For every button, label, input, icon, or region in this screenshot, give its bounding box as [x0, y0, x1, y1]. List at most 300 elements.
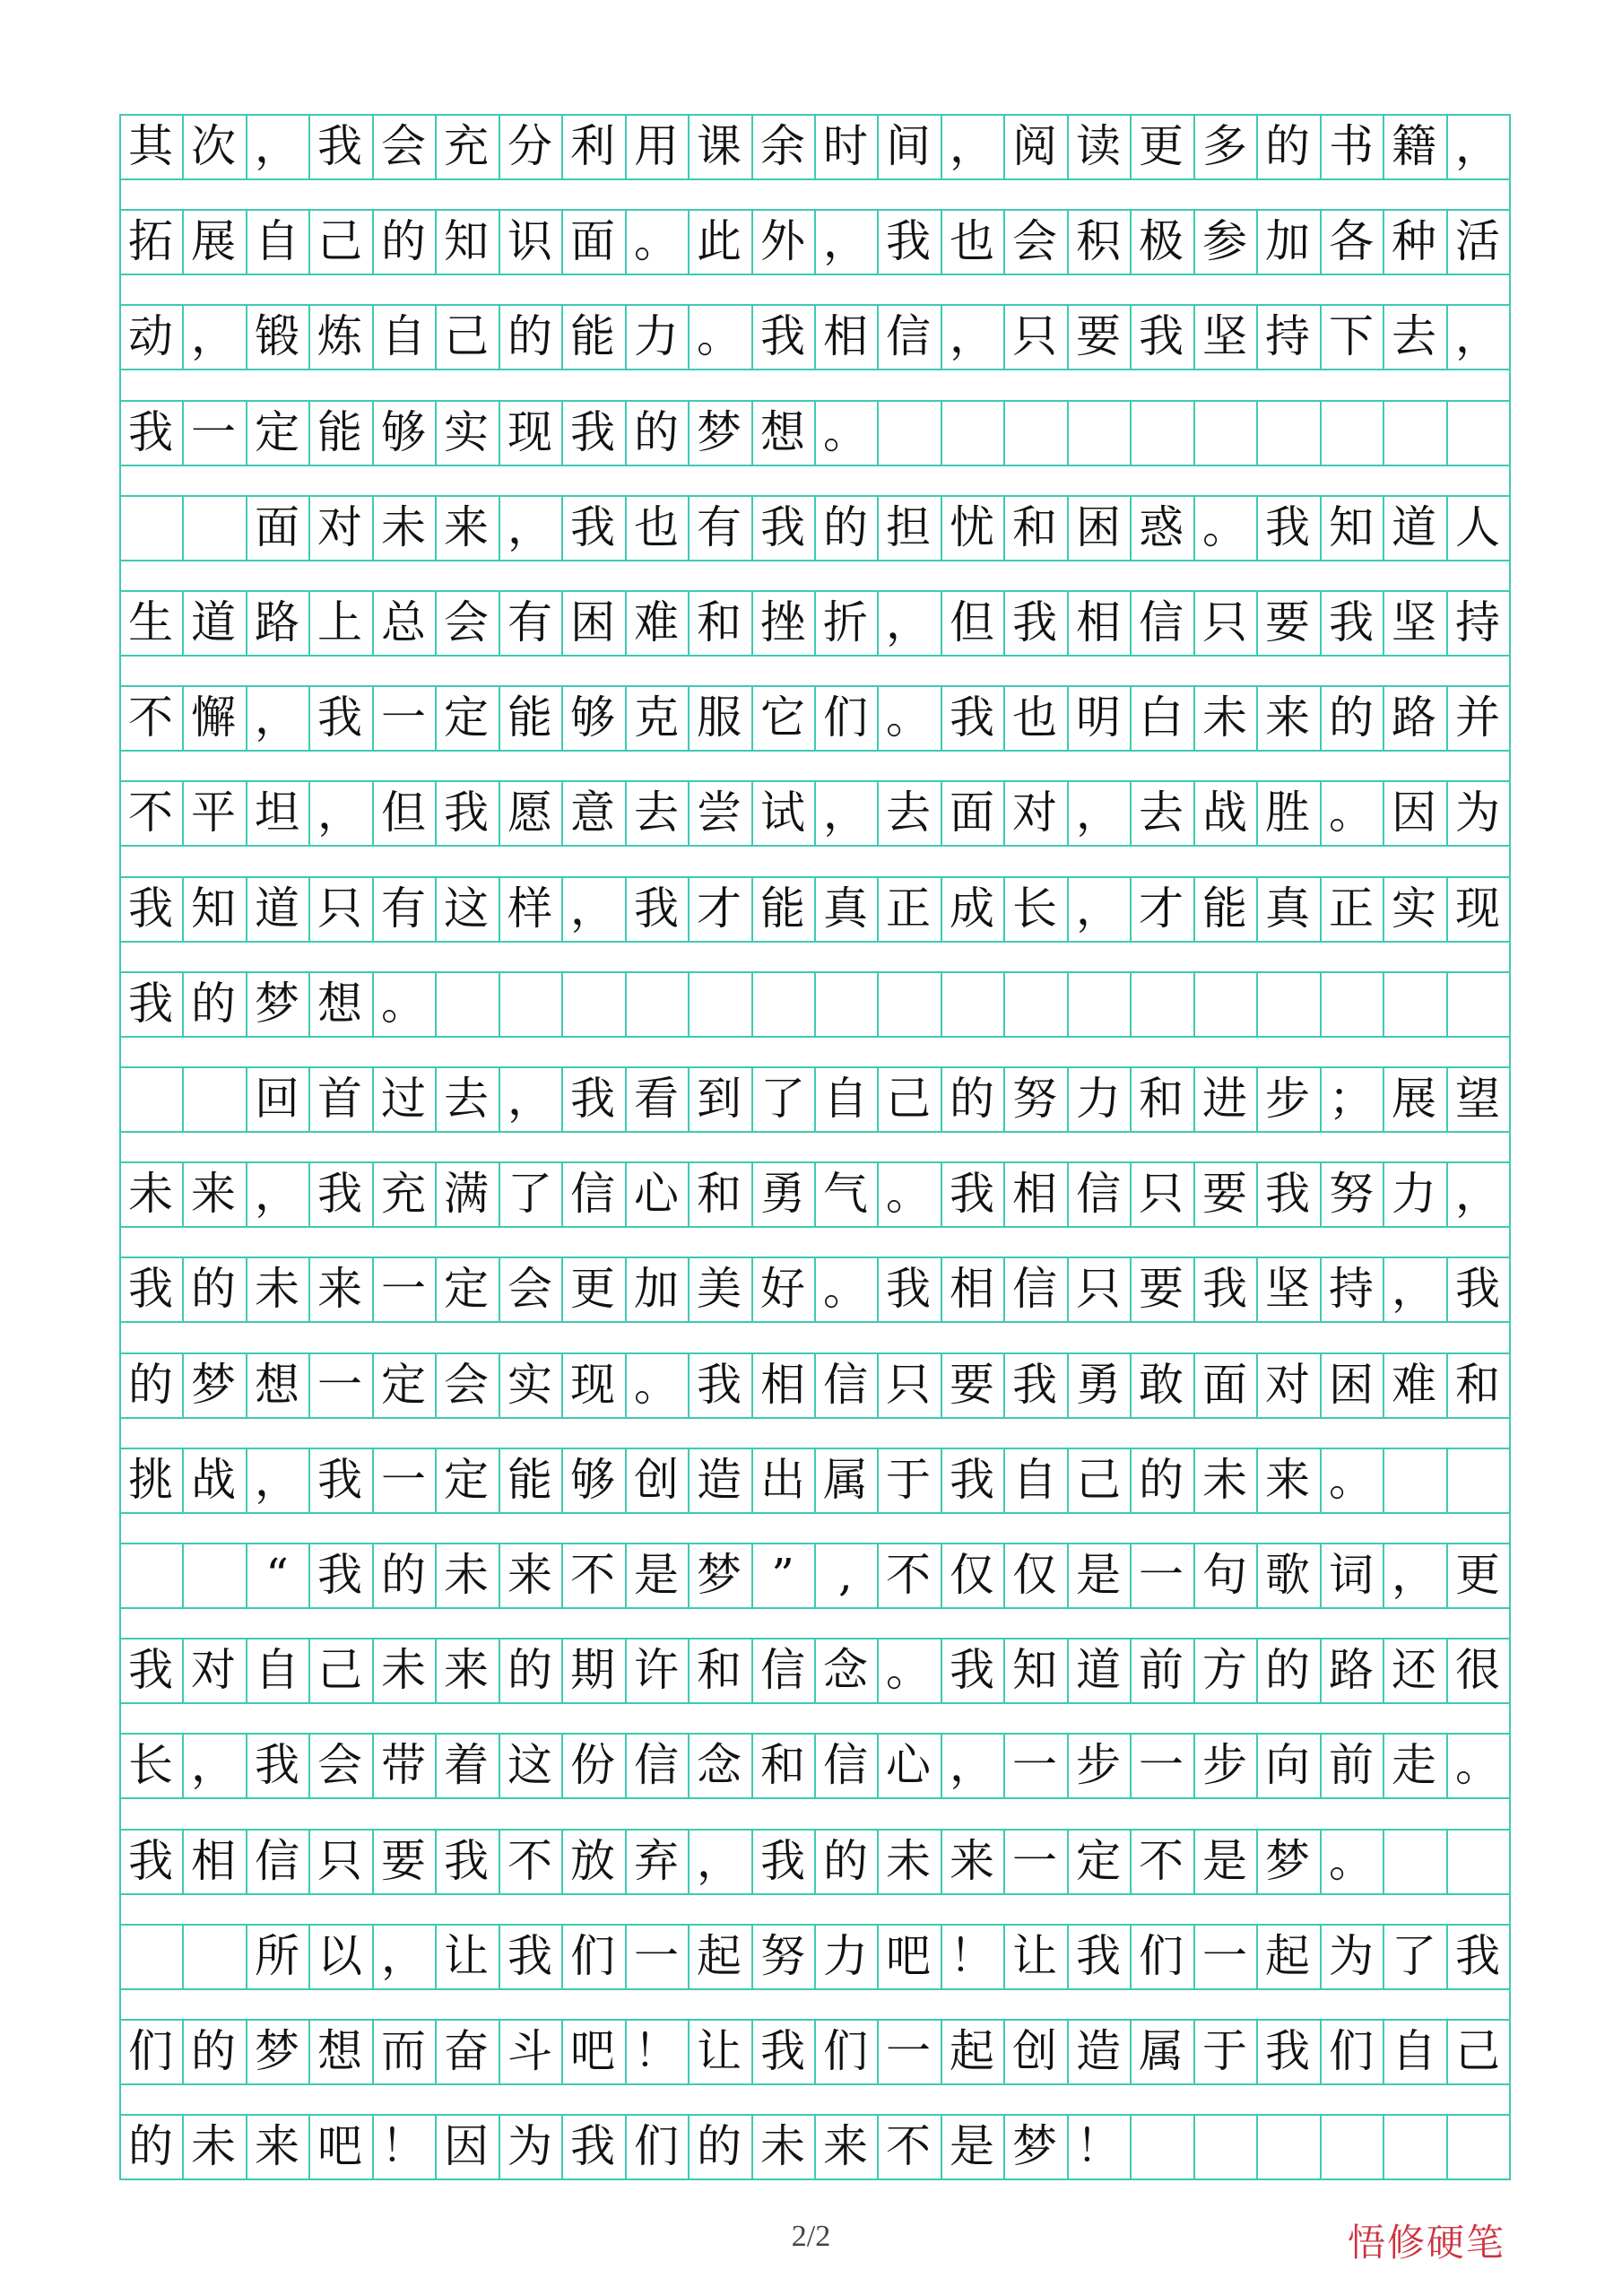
- character-cell: 我: [760, 501, 805, 553]
- character-cell: [182, 1924, 245, 1988]
- character-cell: 路: [1329, 1644, 1374, 1696]
- character-cell: 白: [1139, 691, 1184, 744]
- character-cell: 才: [1139, 883, 1184, 935]
- character-cell: 我: [1076, 1930, 1121, 1982]
- character-cell: 自: [823, 1073, 868, 1125]
- character-cell: 的: [823, 1835, 868, 1887]
- character-cell: [625, 971, 688, 1036]
- character-cell: 的: [191, 978, 236, 1030]
- character-cell: 方: [1202, 1644, 1247, 1696]
- character-cell: 。: [1329, 1835, 1374, 1887]
- character-cell: 我: [1265, 501, 1310, 553]
- character-cell: 步: [1076, 1739, 1121, 1791]
- character-cell: 不: [128, 787, 173, 839]
- character-cell: 让: [697, 2025, 742, 2077]
- character-cell: 不: [886, 1549, 931, 1601]
- character-cell: 战: [1202, 787, 1247, 839]
- character-cell: 能: [760, 883, 805, 935]
- character-cell: 。: [886, 1168, 931, 1220]
- character-cell: 信: [1012, 1263, 1057, 1315]
- character-cell: 前: [1139, 1644, 1184, 1696]
- character-cell: 进: [1202, 1073, 1247, 1125]
- character-cell: 课: [697, 120, 742, 172]
- character-cell: 力: [823, 1930, 868, 1982]
- character-cell: ，: [507, 1073, 552, 1125]
- character-cell: 的: [1139, 1454, 1184, 1506]
- character-cell: ，: [1076, 787, 1121, 839]
- character-cell: 我: [570, 406, 615, 458]
- character-cell: 所: [255, 1930, 299, 1982]
- character-cell: 期: [570, 1644, 615, 1696]
- character-cell: 能: [507, 1454, 552, 1506]
- character-cell: 了: [1392, 1930, 1436, 1982]
- character-cell: 去: [886, 787, 931, 839]
- character-cell: 能: [1202, 883, 1247, 935]
- character-cell: 难: [1392, 1359, 1436, 1411]
- character-cell: 为: [1455, 787, 1500, 839]
- character-cell: 未: [1202, 1454, 1247, 1506]
- character-cell: 要: [381, 1835, 426, 1887]
- character-cell: 困: [570, 596, 615, 648]
- character-cell: 梦: [255, 978, 299, 1030]
- character-cell: 相: [950, 1263, 994, 1315]
- character-cell: 真: [823, 883, 868, 935]
- character-cell: 词: [1329, 1549, 1374, 1601]
- character-cell: ，: [1076, 883, 1121, 935]
- character-cell: 和: [1139, 1073, 1184, 1125]
- character-cell: 我: [950, 691, 994, 744]
- character-cell: 懈: [191, 691, 236, 744]
- character-cell: [1446, 971, 1509, 1036]
- character-cell: 努: [760, 1930, 805, 1982]
- character-cell: 我: [128, 1263, 173, 1315]
- character-cell: ，: [507, 501, 552, 553]
- character-cell: 能: [570, 310, 615, 362]
- character-cell: 己: [317, 215, 362, 267]
- character-cell: 这: [444, 883, 489, 935]
- character-cell: [1446, 1829, 1509, 1893]
- character-cell: 勇: [760, 1168, 805, 1220]
- character-cell: [1383, 1448, 1445, 1512]
- character-cell: 己: [1076, 1454, 1121, 1506]
- character-cell: 会: [507, 1263, 552, 1315]
- character-cell: [751, 971, 814, 1036]
- character-cell: [561, 971, 624, 1036]
- character-cell: 未: [381, 1644, 426, 1696]
- character-cell: 未: [760, 2120, 805, 2172]
- character-cell: 够: [570, 691, 615, 744]
- character-cell: 相: [1012, 1168, 1057, 1220]
- character-cell: 努: [1329, 1168, 1374, 1220]
- character-cell: 的: [823, 501, 868, 553]
- character-cell: 和: [1012, 501, 1057, 553]
- character-cell: ，: [823, 787, 868, 839]
- character-cell: 并: [1455, 691, 1500, 744]
- grid-left-border: [119, 114, 121, 2180]
- character-cell: 面: [1202, 1359, 1247, 1411]
- character-cell: 仅: [950, 1549, 994, 1601]
- character-cell: 造: [1076, 2025, 1121, 2077]
- character-cell: ，: [255, 1168, 299, 1220]
- character-cell: 我: [128, 406, 173, 458]
- character-cell: 己: [444, 310, 489, 362]
- character-cell: [941, 971, 1003, 1036]
- character-cell: 一: [317, 1359, 362, 1411]
- character-cell: [182, 1066, 245, 1131]
- character-cell: 信: [823, 1359, 868, 1411]
- character-cell: 们: [823, 2025, 868, 2077]
- character-cell: 我: [317, 120, 362, 172]
- character-cell: 是: [1076, 1549, 1121, 1601]
- character-cell: 奋: [444, 2025, 489, 2077]
- character-cell: 来: [823, 2120, 868, 2172]
- character-cell: 实: [1392, 883, 1436, 935]
- character-cell: 的: [950, 1073, 994, 1125]
- character-cell: 自: [255, 1644, 299, 1696]
- character-cell: 正: [1329, 883, 1374, 935]
- character-cell: 好: [760, 1263, 805, 1315]
- character-cell: 让: [1012, 1930, 1057, 1982]
- character-cell: 想: [255, 1359, 299, 1411]
- character-cell: 信: [760, 1644, 805, 1696]
- character-cell: 我: [760, 310, 805, 362]
- character-cell: 我: [317, 1168, 362, 1220]
- character-cell: 此: [697, 215, 742, 267]
- character-cell: 到: [697, 1073, 742, 1125]
- character-cell: 有: [697, 501, 742, 553]
- character-cell: 们: [823, 691, 868, 744]
- character-cell: 己: [886, 1073, 931, 1125]
- character-cell: 坚: [1202, 310, 1247, 362]
- character-cell: 信: [1076, 1168, 1121, 1220]
- brand-stamp: 悟修硬笔: [1347, 2221, 1505, 2265]
- character-cell: 也: [950, 215, 994, 267]
- character-cell: 困: [1076, 501, 1121, 553]
- character-cell: 属: [1139, 2025, 1184, 2077]
- character-cell: 弃: [634, 1835, 679, 1887]
- character-cell: 多: [1202, 120, 1247, 172]
- character-cell: 创: [634, 1454, 679, 1506]
- character-cell: 定: [381, 1359, 426, 1411]
- character-cell: [1130, 2114, 1193, 2179]
- character-cell: 吧: [570, 2025, 615, 2077]
- character-cell: 但: [950, 596, 994, 648]
- character-cell: 的: [1265, 1644, 1310, 1696]
- character-cell: 的: [1329, 691, 1374, 744]
- character-cell: 一: [1012, 1739, 1057, 1791]
- character-cell: 时: [823, 120, 868, 172]
- character-cell: [877, 971, 940, 1036]
- character-cell: 相: [823, 310, 868, 362]
- character-cell: [182, 495, 245, 560]
- character-cell: 梦: [1012, 2120, 1057, 2172]
- character-cell: [435, 971, 498, 1036]
- character-cell: 的: [1265, 120, 1310, 172]
- character-cell: 我: [950, 1168, 994, 1220]
- character-cell: 各: [1329, 215, 1374, 267]
- character-cell: 挫: [760, 596, 805, 648]
- character-cell: 带: [381, 1739, 426, 1791]
- character-cell: 充: [381, 1168, 426, 1220]
- character-cell: 持: [1455, 596, 1500, 648]
- character-cell: 这: [507, 1739, 552, 1791]
- character-cell: [1003, 400, 1066, 465]
- character-cell: 分: [507, 120, 552, 172]
- character-cell: [941, 400, 1003, 465]
- character-cell: 能: [507, 691, 552, 744]
- character-cell: 勇: [1076, 1359, 1121, 1411]
- character-cell: 意: [570, 787, 615, 839]
- character-cell: 只: [886, 1359, 931, 1411]
- character-cell: 加: [634, 1263, 679, 1315]
- character-cell: ，: [697, 1835, 742, 1887]
- character-cell: 想: [317, 2025, 362, 2077]
- character-cell: 会: [1012, 215, 1057, 267]
- character-cell: 。: [1329, 787, 1374, 839]
- character-cell: 对: [1265, 1359, 1310, 1411]
- character-cell: 我: [1265, 2025, 1310, 2077]
- character-cell: 未: [128, 1168, 173, 1220]
- character-cell: 我: [128, 1835, 173, 1887]
- character-cell: 但: [381, 787, 426, 839]
- character-cell: ，: [1455, 120, 1500, 172]
- character-cell: 去: [444, 1073, 489, 1125]
- character-cell: 知: [1012, 1644, 1057, 1696]
- character-cell: 了: [760, 1073, 805, 1125]
- character-cell: 信: [634, 1739, 679, 1791]
- character-cell: 创: [1012, 2025, 1057, 2077]
- character-cell: 是: [634, 1549, 679, 1601]
- character-cell: 的: [634, 406, 679, 458]
- character-cell: 一: [886, 2025, 931, 2077]
- character-cell: 下: [1329, 310, 1374, 362]
- character-cell: 更: [1455, 1549, 1500, 1601]
- character-cell: ，: [191, 1739, 236, 1791]
- character-cell: 因: [444, 2120, 489, 2172]
- character-cell: 明: [1076, 691, 1121, 744]
- character-cell: 的: [381, 215, 426, 267]
- character-cell: 阅: [1012, 120, 1057, 172]
- character-cell: ，: [255, 1454, 299, 1506]
- character-cell: 自: [1012, 1454, 1057, 1506]
- character-cell: 只: [1139, 1168, 1184, 1220]
- character-cell: 信: [1139, 596, 1184, 648]
- character-cell: 不: [507, 1835, 552, 1887]
- character-cell: 持: [1329, 1263, 1374, 1315]
- character-cell: 我: [886, 1263, 931, 1315]
- character-cell: 的: [507, 1644, 552, 1696]
- character-cell: 一: [634, 1930, 679, 1982]
- character-cell: 了: [507, 1168, 552, 1220]
- character-cell: 梦: [191, 1359, 236, 1411]
- character-cell: 才: [697, 883, 742, 935]
- character-cell: [1003, 971, 1066, 1036]
- character-cell: 我: [1202, 1263, 1247, 1315]
- character-cell: 来: [507, 1549, 552, 1601]
- character-cell: 我: [570, 2120, 615, 2172]
- character-cell: ，: [1455, 310, 1500, 362]
- character-cell: 相: [1076, 596, 1121, 648]
- character-cell: 的: [697, 2120, 742, 2172]
- character-cell: 我: [317, 1549, 362, 1601]
- character-cell: ！: [1076, 2120, 1121, 2172]
- character-cell: 惑: [1139, 501, 1184, 553]
- character-cell: 对: [317, 501, 362, 553]
- character-cell: 用: [634, 120, 679, 172]
- character-cell: 的: [507, 310, 552, 362]
- character-cell: 因: [1392, 787, 1436, 839]
- character-cell: 外: [760, 215, 805, 267]
- character-cell: [1383, 400, 1445, 465]
- character-cell: 相: [191, 1835, 236, 1887]
- character-cell: [1320, 400, 1383, 465]
- character-cell: 也: [634, 501, 679, 553]
- character-cell: 和: [697, 596, 742, 648]
- character-cell: 间: [886, 120, 931, 172]
- character-cell: [1383, 1829, 1445, 1893]
- character-cell: 。: [1329, 1454, 1374, 1506]
- character-cell: 未: [381, 501, 426, 553]
- character-cell: 自: [381, 310, 426, 362]
- character-cell: ！: [381, 2120, 426, 2172]
- character-cell: 。: [697, 310, 742, 362]
- character-cell: 面: [255, 501, 299, 553]
- character-cell: 看: [634, 1073, 679, 1125]
- character-cell: 积: [1076, 215, 1121, 267]
- character-cell: 现: [1455, 883, 1500, 935]
- character-cell: 炼: [317, 310, 362, 362]
- character-cell: ，: [886, 596, 931, 648]
- character-cell: 句: [1202, 1549, 1247, 1601]
- character-cell: 面: [950, 787, 994, 839]
- character-cell: 梦: [255, 2025, 299, 2077]
- character-cell: 来: [444, 501, 489, 553]
- character-cell: 要: [1076, 310, 1121, 362]
- character-cell: 。: [1202, 501, 1247, 553]
- character-cell: 长: [1012, 883, 1057, 935]
- character-cell: 以: [317, 1930, 362, 1982]
- character-cell: 克: [634, 691, 679, 744]
- character-cell: 力: [1392, 1168, 1436, 1220]
- character-cell: 担: [886, 501, 931, 553]
- character-cell: 要: [1265, 596, 1310, 648]
- character-cell: 首: [317, 1073, 362, 1125]
- character-cell: 面: [570, 215, 615, 267]
- character-cell: [877, 400, 940, 465]
- character-cell: 和: [1455, 1359, 1500, 1411]
- character-cell: 自: [1392, 2025, 1436, 2077]
- character-cell: 真: [1265, 883, 1310, 935]
- character-cell: 知: [444, 215, 489, 267]
- character-cell: 有: [507, 596, 552, 648]
- character-cell: 让: [444, 1930, 489, 1982]
- character-cell: 有: [381, 883, 426, 935]
- character-cell: 我: [444, 787, 489, 839]
- character-cell: 和: [760, 1739, 805, 1791]
- character-cell: 更: [1139, 120, 1184, 172]
- character-cell: 加: [1265, 215, 1310, 267]
- character-cell: 我: [1139, 310, 1184, 362]
- character-cell: ，: [317, 787, 362, 839]
- character-cell: 念: [697, 1739, 742, 1791]
- character-cell: ！: [950, 1930, 994, 1982]
- character-cell: 实: [444, 406, 489, 458]
- character-cell: 去: [1139, 787, 1184, 839]
- character-cell: [1320, 2114, 1383, 2179]
- character-cell: 回: [255, 1073, 299, 1125]
- character-cell: 识: [507, 215, 552, 267]
- character-cell: 份: [570, 1739, 615, 1791]
- character-cell: 气: [823, 1168, 868, 1220]
- character-cell: 对: [191, 1644, 236, 1696]
- character-cell: 。: [823, 406, 868, 458]
- character-cell: 我: [570, 1073, 615, 1125]
- character-cell: 书: [1329, 120, 1374, 172]
- character-cell: 我: [570, 501, 615, 553]
- character-cell: [1193, 2114, 1256, 2179]
- character-cell: 斗: [507, 2025, 552, 2077]
- character-cell: 美: [697, 1263, 742, 1315]
- character-cell: 步: [1202, 1739, 1247, 1791]
- character-cell: 。: [1455, 1739, 1500, 1791]
- character-cell: [1130, 400, 1193, 465]
- character-cell: 的: [381, 1549, 426, 1601]
- character-cell: 还: [1392, 1644, 1436, 1696]
- character-cell: 仅: [1012, 1549, 1057, 1601]
- character-cell: 信: [570, 1168, 615, 1220]
- character-cell: 的: [191, 1263, 236, 1315]
- character-cell: 是: [1202, 1835, 1247, 1887]
- character-cell: 拓: [128, 215, 173, 267]
- character-cell: 去: [634, 787, 679, 839]
- character-cell: 放: [570, 1835, 615, 1887]
- character-cell: 想: [760, 406, 805, 458]
- character-cell: 我: [1455, 1930, 1500, 1982]
- character-cell: 极: [1139, 215, 1184, 267]
- character-cell: 的: [128, 2120, 173, 2172]
- character-cell: 。: [886, 1644, 931, 1696]
- character-cell: 上: [317, 596, 362, 648]
- character-cell: 会: [444, 1359, 489, 1411]
- character-cell: 于: [1202, 2025, 1247, 2077]
- character-cell: 会: [317, 1739, 362, 1791]
- character-cell: 出: [760, 1454, 805, 1506]
- character-cell: [119, 1066, 182, 1131]
- character-cell: 吧: [886, 1930, 931, 1982]
- character-cell: 是: [950, 2120, 994, 2172]
- character-cell: 动: [128, 310, 173, 362]
- character-cell: 定: [444, 1263, 489, 1315]
- character-cell: ,: [838, 1549, 853, 1601]
- character-cell: 来: [1265, 1454, 1310, 1506]
- character-cell: [1446, 400, 1509, 465]
- character-cell: 一: [1202, 1930, 1247, 1982]
- character-cell: [1383, 971, 1445, 1036]
- character-cell: 知: [191, 883, 236, 935]
- character-cell: 更: [570, 1263, 615, 1315]
- character-cell: 只: [317, 1835, 362, 1887]
- character-cell: 一: [1012, 1835, 1057, 1887]
- character-cell: 们: [1139, 1930, 1184, 1982]
- character-cell: 余: [760, 120, 805, 172]
- character-cell: 而: [381, 2025, 426, 2077]
- character-cell: 利: [570, 120, 615, 172]
- character-cell: 己: [317, 1644, 362, 1696]
- character-cell: 的: [191, 2025, 236, 2077]
- character-cell: 起: [950, 2025, 994, 2077]
- character-cell: 们: [128, 2025, 173, 2077]
- character-cell: 路: [1392, 691, 1436, 744]
